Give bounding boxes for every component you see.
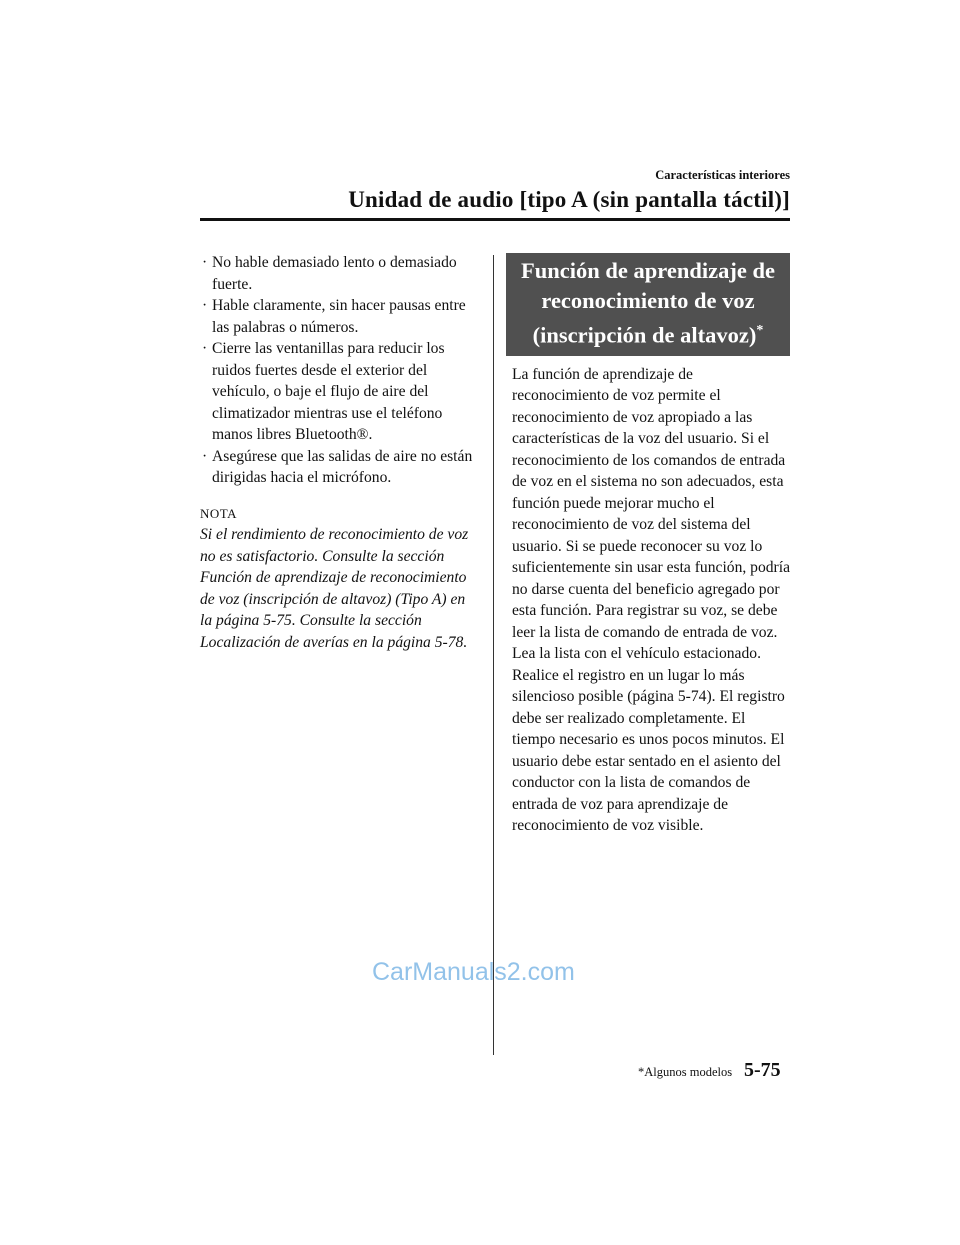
bullet-item [200,295,480,338]
bullet-marker: · [202,297,208,314]
right-column [506,253,790,837]
left-column [200,252,480,653]
some-models-mark: * [756,323,764,338]
bullet-marker: · [202,447,208,465]
watermark: CarManuals2.com [372,958,575,986]
bullet-item [200,338,480,446]
chapter-label: Características interiores [655,168,790,182]
bullet-text: Asegúrese que las salidas de aire no están dirigidas hacia el micrófono. [212,447,473,486]
note-block [200,503,480,654]
bullet-text: No hable demasiado lento o demasiado fuerte. [212,254,457,293]
column-divider [493,255,494,1055]
section-body: La función de aprendizaje de reconocimiento de voz permite el reconocimiento de voz apropiado a las características de la voz del usuario. Si el reconocimiento de los comandos de entrada de voz en el sistema no son adecuados, esta función puede mejorar mucho el reconocimiento de voz del sistema del usuario. Si se puede reconocer su voz lo suficientemente sin usar esta función, podría no darse cuenta del beneficio agregado por esta función. Para registrar su voz, se debe leer la lista de comando de entrada de voz. Lea la lista con el vehículo estacionado. Realice el registro en un lugar lo más silencioso posible (página 5-74). El registro debe ser realizado completamente. El tiempo necesario es unos pocos minutos. El usuario debe estar sentado en el asiento del conductor con la lista de comandos de entrada de voz para aprendizaje de reconocimiento de voz visible. [512,365,790,834]
note-text: Si el rendimiento de reconocimiento de voz no es satisfactorio. Consulte la sección Función de aprendizaje de reconocimiento de voz (inscripción de altavoz) (Tipo A) en la página 5-75. Consulte la sección Localización de averías en la página 5-78. [200,526,469,651]
section-heading [506,253,790,356]
page-number: 5-75 [744,1059,781,1081]
note-label: NOTA [200,505,238,521]
bullet-item [200,252,480,295]
page-title: Unidad de audio [tipo A (sin pantalla táctil)] [348,187,790,212]
bullet-item [200,446,480,489]
bullet-marker: · [202,340,208,357]
header-rule [200,218,790,221]
footer-models-note: *Algunos modelos [638,1065,733,1079]
bullet-marker: · [202,254,208,271]
bullet-text: Cierre las ventanillas para reducir los ruidos fuertes desde el exterior del vehículo, o baje el flujo de aire del climatizador mientras use el teléfono manos libres Bluetooth®. [212,340,445,443]
bullet-text: Hable claramente, sin hacer pausas entre las palabras o números. [212,297,466,336]
section-heading-text: Función de aprendizaje de reconocimiento de voz (inscripción de altavoz) [521,258,775,348]
